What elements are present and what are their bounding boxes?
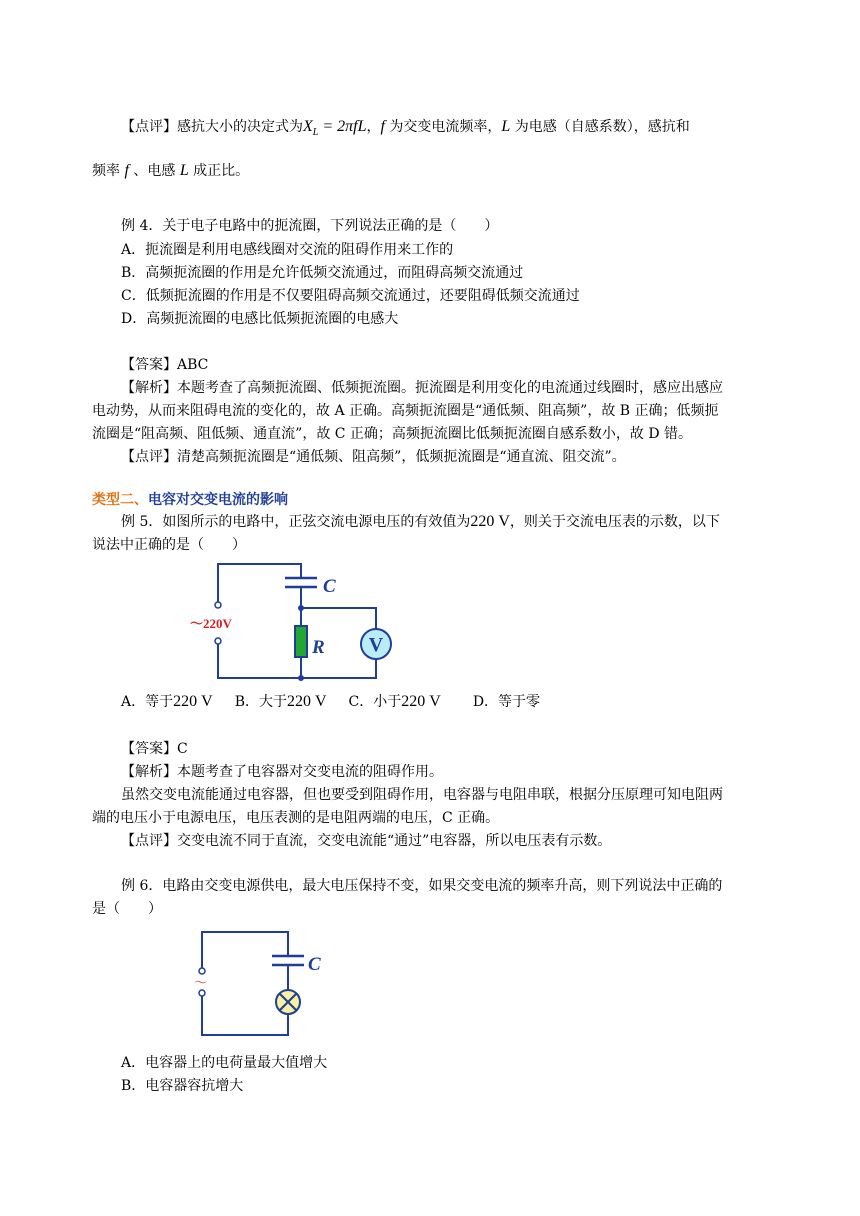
- capacitor-label: C: [308, 954, 321, 975]
- resistor-label: R: [312, 637, 325, 658]
- comment-text: 为电感（自感系数），感抗和: [510, 119, 690, 135]
- ex5-comment: 【点评】交变电流不同于直流，交变电流能“通过”电容器，所以电压表有示数。: [121, 833, 612, 849]
- source-label: ～: [194, 975, 208, 990]
- ex5-text: ，则关于交流电压表的示数，以下: [509, 514, 720, 530]
- section-title: 电容对交变电流的影响: [148, 492, 288, 508]
- ex4-analysis-3: 流圈是“阻高频、阻低频、通直流”，故 C 正确；高频扼流圈比低频扼流圈自感系数小，故 D 错。: [92, 426, 693, 442]
- ex4-option-b: B．高频扼流圈的作用是允许低频交流通过，而阻碍高频交流通过: [121, 265, 524, 281]
- ex5-question-2: 说法中正确的是（ ）: [92, 537, 246, 553]
- ex5-analysis-3: 端的电压小于电源电压，电压表测的是电阻两端的电压，C 正确。: [92, 810, 500, 826]
- wire: [218, 644, 301, 678]
- ex5-option-d: D．等于零: [472, 694, 541, 710]
- ex4-answer: 【答案】ABC: [121, 357, 209, 373]
- ex5-options: [121, 692, 540, 712]
- ex4-analysis-1: 【解析】本题考查了高频扼流圈、低频扼流圈。扼流圈是利用变化的电流通过线圈时，感应出感应: [121, 380, 723, 396]
- ex5-answer: 【答案】C: [121, 741, 188, 757]
- ex5-circuit-diagram: [180, 558, 400, 688]
- ex5-voltage: 220 V: [470, 513, 510, 530]
- ex5-analysis-1: 【解析】本题考查了电容器对交变电流的阻碍作用。: [121, 764, 443, 780]
- symbol-l: L: [179, 162, 189, 179]
- ex5-text: 例 5．如图所示的电路中，正弦交流电源电压的有效值为: [121, 514, 471, 530]
- ex4-option-c: C．低频扼流圈的作用是不仅要阻碍高频交流通过，还要阻碍低频交流通过: [121, 288, 580, 304]
- comment-line-2: [92, 160, 249, 182]
- ex6-circuit-diagram: [190, 924, 340, 1044]
- ex5-question-1: [121, 512, 720, 532]
- wire: [218, 564, 301, 602]
- comment-text: 频率: [92, 163, 125, 179]
- ex6-question-1: 例 6．电路由交变电源供电，最大电压保持不变，如果交变电流的频率升高，则下列说法中正确的: [121, 878, 723, 894]
- comment-text: 、电感: [128, 163, 180, 179]
- comment-text: 感抗大小的决定式为: [177, 119, 303, 135]
- comment-text: ，: [366, 119, 381, 135]
- formula: $X_L = 2\pi fL$: [303, 118, 367, 139]
- capacitor-label: C: [323, 576, 336, 597]
- comment-text: 为交变电流频率，: [384, 119, 502, 135]
- comment-line-1: [121, 116, 690, 144]
- wire: [301, 659, 376, 678]
- comment-text: 成正比。: [188, 163, 250, 179]
- ex5-option-a: A．等于220 V: [121, 693, 213, 710]
- section-prefix: 类型二、: [92, 492, 148, 508]
- symbol-l: L: [501, 118, 511, 135]
- ex4-analysis-2: 电动势，从而来阻碍电流的变化的，故 A 正确。高频扼流圈是“通低频、阻高频”，故 B 正确；低频扼: [92, 403, 719, 419]
- ex6-option-a: A．电容器上的电荷量最大值增大: [121, 1055, 328, 1071]
- node: [298, 605, 304, 611]
- terminal: [199, 990, 205, 996]
- resistor: [295, 626, 307, 657]
- symbol-f: f: [124, 162, 129, 179]
- terminal: [199, 968, 205, 974]
- voltmeter-label: V: [368, 634, 384, 656]
- ex4-question: 例 4．关于电子电路中的扼流圈，下列说法正确的是（ ）: [121, 218, 499, 234]
- ex4-comment: 【点评】清楚高频扼流圈是“通低频、阻高频”，低频扼流圈是“通直流、阻交流”。: [121, 449, 626, 465]
- source-label: ～220V: [190, 616, 232, 631]
- ex5-option-c: C．小于220 V: [348, 693, 441, 710]
- ex6-question-2: 是（ ）: [92, 901, 162, 917]
- ex5-option-b: B．大于220 V: [234, 693, 327, 710]
- ex6-option-b: B．电容器容抗增大: [121, 1078, 244, 1094]
- section-heading: [92, 490, 288, 510]
- node: [298, 675, 304, 681]
- ex5-analysis-2: 虽然交变电流能通过电容器，但也要受到阻碍作用，电容器与电阻串联，根据分压原理可知电阻两: [121, 787, 723, 803]
- ex4-option-a: A．扼流圈是利用电感线圈对交流的阻碍作用来工作的: [121, 242, 454, 258]
- terminal: [215, 638, 221, 644]
- comment-label: 【点评】: [121, 119, 177, 135]
- wire: [202, 932, 288, 968]
- symbol-f: f: [380, 118, 385, 135]
- ex4-option-d: D．高频扼流圈的电感比低频扼流圈的电感大: [121, 311, 399, 327]
- terminal: [215, 602, 221, 608]
- wire: [301, 608, 376, 629]
